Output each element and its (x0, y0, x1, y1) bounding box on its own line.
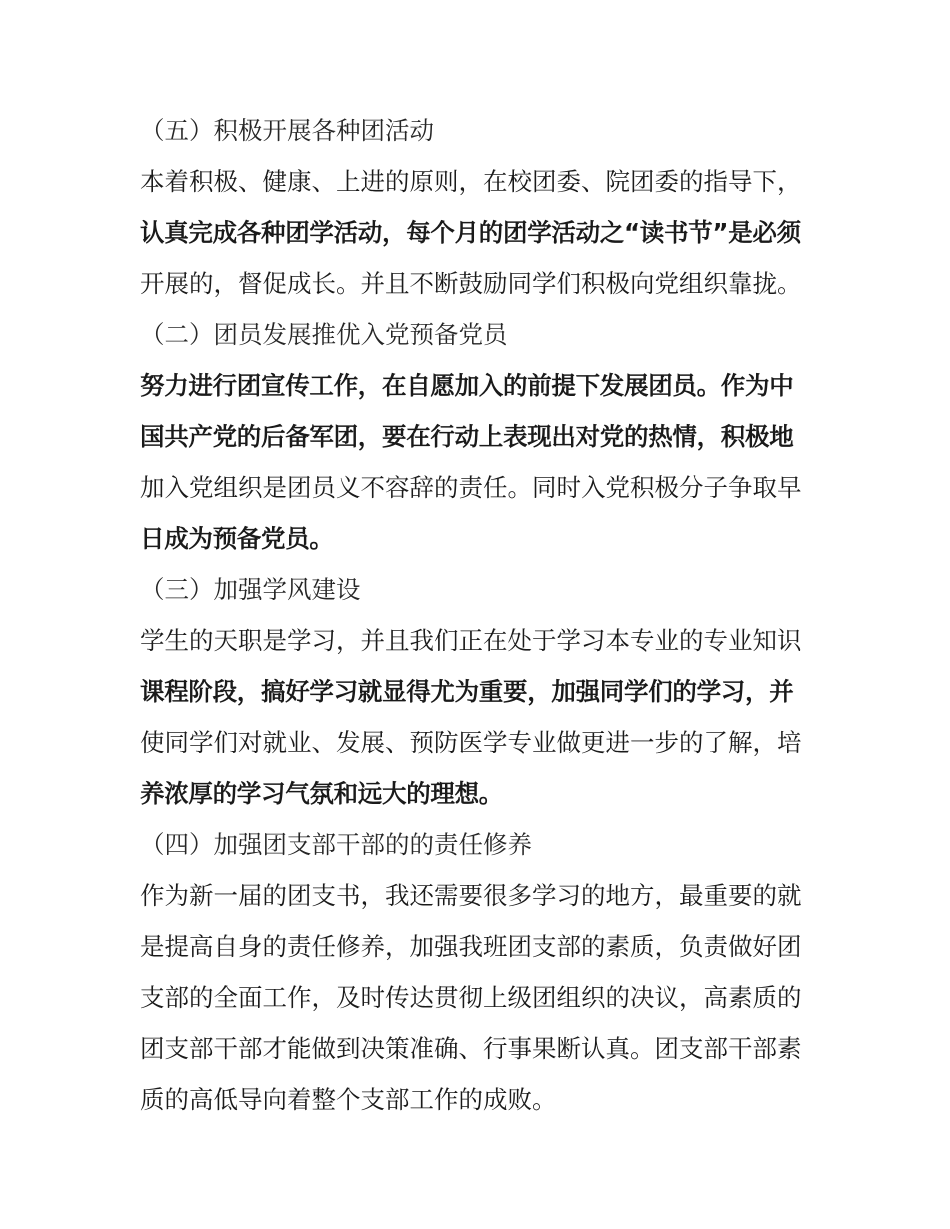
paragraph-line: 国共产党的后备军团，要在行动上表现出对党的热情，积极地 (140, 422, 794, 451)
section-heading-three: （三）加强学风建设 (140, 575, 361, 604)
paragraph-line: 本着积极、健康、上进的原则，在校团委、院团委的指导下， (140, 167, 802, 196)
paragraph-line: 认真完成各种团学活动，每个月的团学活动之“读书节”是必须 (140, 218, 801, 247)
paragraph-line: 团支部干部才能做到决策准确、行事果断认真。团支部干部素 (140, 1034, 802, 1063)
paragraph-line: 养浓厚的学习气氛和远大的理想。 (140, 779, 503, 808)
paragraph-line: 支部的全面工作，及时传达贯彻上级团组织的决议，高素质的 (140, 983, 802, 1012)
document-body (140, 105, 820, 1125)
paragraph-line: 质的高低导向着整个支部工作的成败。 (140, 1085, 557, 1114)
paragraph-line: 日成为预备党员。 (140, 524, 334, 553)
paragraph-line: 学生的天职是学习，并且我们正在处于学习本专业的专业知识 (140, 626, 802, 655)
section-heading-two: （二）团员发展推优入党预备党员 (140, 320, 508, 349)
paragraph-line: 使同学们对就业、发展、预防医学专业做更进一步的了解，培 (140, 728, 802, 757)
section-heading-four: （四）加强团支部干部的的责任修养 (140, 830, 532, 859)
paragraph-line: 是提高自身的责任修养，加强我班团支部的素质，负责做好团 (140, 932, 802, 961)
paragraph-line: 课程阶段，搞好学习就显得尤为重要，加强同学们的学习，并 (140, 677, 794, 706)
paragraph-line: 开展的，督促成长。并且不断鼓励同学们积极向党组织靠拢。 (140, 269, 802, 298)
paragraph-line: 作为新一届的团支书，我还需要很多学习的地方，最重要的就 (140, 881, 802, 910)
paragraph-line: 努力进行团宣传工作，在自愿加入的前提下发展团员。作为中 (140, 371, 794, 400)
paragraph-line: 加入党组织是团员义不容辞的责任。同时入党积极分子争取早 (140, 473, 802, 502)
section-heading-five: （五）积极开展各种团活动 (140, 116, 434, 145)
